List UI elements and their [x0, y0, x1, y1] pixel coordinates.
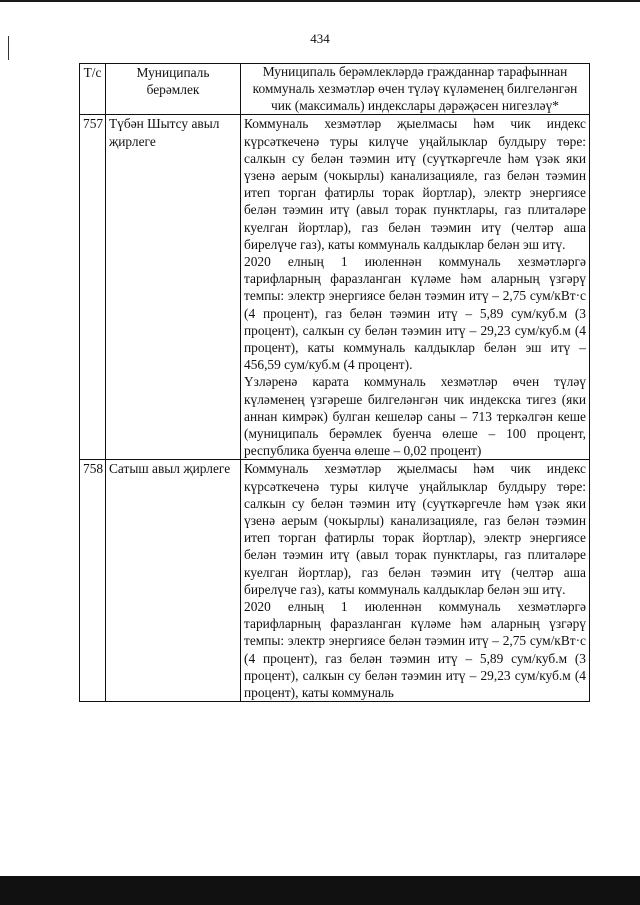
row-number: 758 — [80, 460, 106, 702]
row-description — [241, 115, 590, 460]
scan-edge-top — [0, 0, 640, 2]
header-criteria: Муниципаль берәмлекләрдә гражданнар тарафыннан коммуналь хезмәтләр өчен түләү күләменең билгеләнгән чик (максималь) индекслары дәрәҗәсен нигезләү* — [241, 64, 590, 115]
page-number: 434 — [310, 31, 330, 46]
description-paragraph: 2020 елның 1 июленнән коммуналь хезмәтләргә тарифларның фаразланган күләме һәм аларның үзгәрү темпы: электр энергиясе белән тәэмин итү – 2,75 сум/кВт·с (4 процент), газ белән тәэмин итү – 5,89 сум/куб.м (3 процент), салкын су белән тәэмин итү – 29,23 сум/куб.м (4 процент), каты коммуналь калдыклар белән эш итү – 456,59 сум/куб.м (4 процент). — [244, 254, 586, 373]
row-municipality: Түбән Шытсу авыл җирлеге — [106, 115, 241, 460]
description-paragraph: Коммуналь хезмәтләр җыелмасы һәм чик индекс күрсәткеченә туры килүче уңайлыклар булдыру төре: салкын су белән тәэмин итү (суүткәргечле һәм үзәк яки үзенә аерым (чокырлы) канализацияле, газ белән тәэмин итеп торган фатирлы торак йортлар), электр энергиясе белән тәэмин итү (авыл торак пунктлары, газ плиталәре куелган йортлар), газ белән тәэмин итү (челтәр аша бирелүче газ), каты коммуналь калдыклар белән эш итү. — [244, 461, 586, 597]
municipality-tariff-table — [79, 63, 590, 702]
row-description — [241, 460, 590, 702]
table-row — [80, 460, 590, 702]
row-municipality: Сатыш авыл җирлеге — [106, 460, 241, 702]
description-paragraph: 2020 елның 1 июленнән коммуналь хезмәтләргә тарифларның фаразланган күләме һәм аларның үзгәрү темпы: электр энергиясе белән тәэмин итү – 2,75 сум/кВт·с (4 процент), газ белән тәэмин итү – 5,89 сум/куб.м (3 процент), салкын су белән тәэмин итү – 29,23 сум/куб.м (4 процент), каты коммуналь — [244, 599, 586, 701]
description-paragraph: Үзләренә карата коммуналь хезмәтләр өчен түләү күләменең үзгәреше билгеләнгән чик индекска тигез (яки аннан кимрәк) булган кешеләр саны – 713 теркәлгән кеше (муниципаль берәмлек буенча өлеше – 100 процент, республика буенча өлеше – 0,02 процент) — [244, 374, 586, 459]
header-municipality: Муниципаль берәмлек — [106, 64, 241, 115]
table-header-row — [80, 64, 590, 115]
row-number: 757 — [80, 115, 106, 460]
table-row — [80, 115, 590, 460]
header-number: Т/с — [80, 64, 106, 115]
scan-edge-bottom — [0, 876, 640, 905]
description-paragraph: Коммуналь хезмәтләр җыелмасы һәм чик индекс күрсәткеченә туры килүче уңайлыклар булдыру төре: салкын су белән тәэмин итү (суүткәргечле һәм үзәк яки үзенә аерым (чокырлы) канализацияле, газ белән тәэмин итеп торган фатирлы торак йортлар), электр энергиясе белән тәэмин итү (авыл торак пунктлары, газ плиталәре куелган йортлар), газ белән тәэмин итү (челтәр аша бирелүче газ), каты коммуналь калдыклар белән эш итү. — [244, 116, 586, 252]
